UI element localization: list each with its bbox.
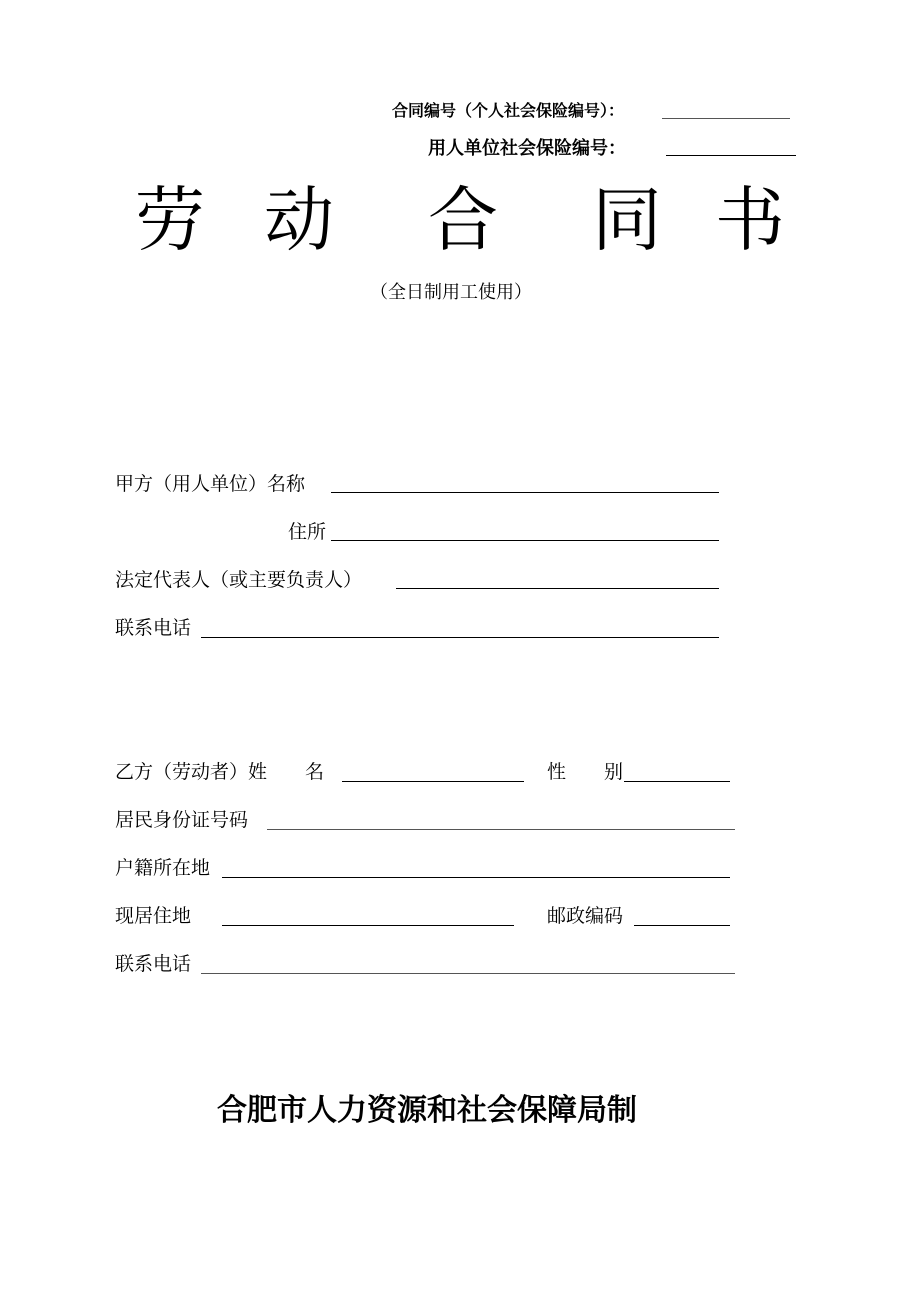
party-b-name-field[interactable] xyxy=(342,781,524,782)
party-b-residence-label: 现居住地 xyxy=(115,905,192,927)
title-char: 动 xyxy=(264,179,334,261)
party-b-gender-field[interactable] xyxy=(624,781,730,782)
party-a-address-field[interactable] xyxy=(331,540,719,541)
document-subtitle: （全日制用工使用） xyxy=(370,282,532,303)
contract-number-field[interactable] xyxy=(662,118,790,119)
issuer-footer: 合肥市人力资源和社会保障局制 xyxy=(217,1093,637,1128)
party-a-name-field[interactable] xyxy=(331,492,719,493)
party-b-residence-field[interactable] xyxy=(222,925,514,926)
party-a-name-label: 甲方（用人单位）名称 xyxy=(115,473,306,495)
party-a-phone-label: 联系电话 xyxy=(115,617,192,639)
party-b-phone-label: 联系电话 xyxy=(115,953,192,975)
party-a-address-label: 住所 xyxy=(288,521,327,543)
party-a-legal-rep-label: 法定代表人（或主要负责人） xyxy=(115,569,363,591)
party-b-id-field[interactable] xyxy=(267,829,735,830)
party-b-postal-field[interactable] xyxy=(634,925,730,926)
party-b-household-field[interactable] xyxy=(222,877,730,878)
party-b-name-label: 乙方（劳动者）姓 名 xyxy=(115,761,325,783)
party-b-phone-field[interactable] xyxy=(201,973,735,974)
title-char: 合 xyxy=(428,179,498,261)
title-char: 劳 xyxy=(135,179,205,261)
title-char: 同 xyxy=(592,179,662,261)
party-b-id-label: 居民身份证号码 xyxy=(115,809,249,831)
party-a-phone-field[interactable] xyxy=(201,637,719,638)
contract-number-label: 合同编号（个人社会保险编号）： xyxy=(392,101,625,120)
title-char: 书 xyxy=(715,179,785,261)
party-b-postal-label: 邮政编码 xyxy=(547,905,624,927)
employer-social-security-field[interactable] xyxy=(666,155,796,156)
party-b-household-label: 户籍所在地 xyxy=(115,857,211,879)
employer-social-security-label: 用人单位社会保险编号： xyxy=(428,138,626,159)
party-a-legal-rep-field[interactable] xyxy=(396,588,719,589)
party-b-gender-label: 性 别 xyxy=(547,761,624,783)
